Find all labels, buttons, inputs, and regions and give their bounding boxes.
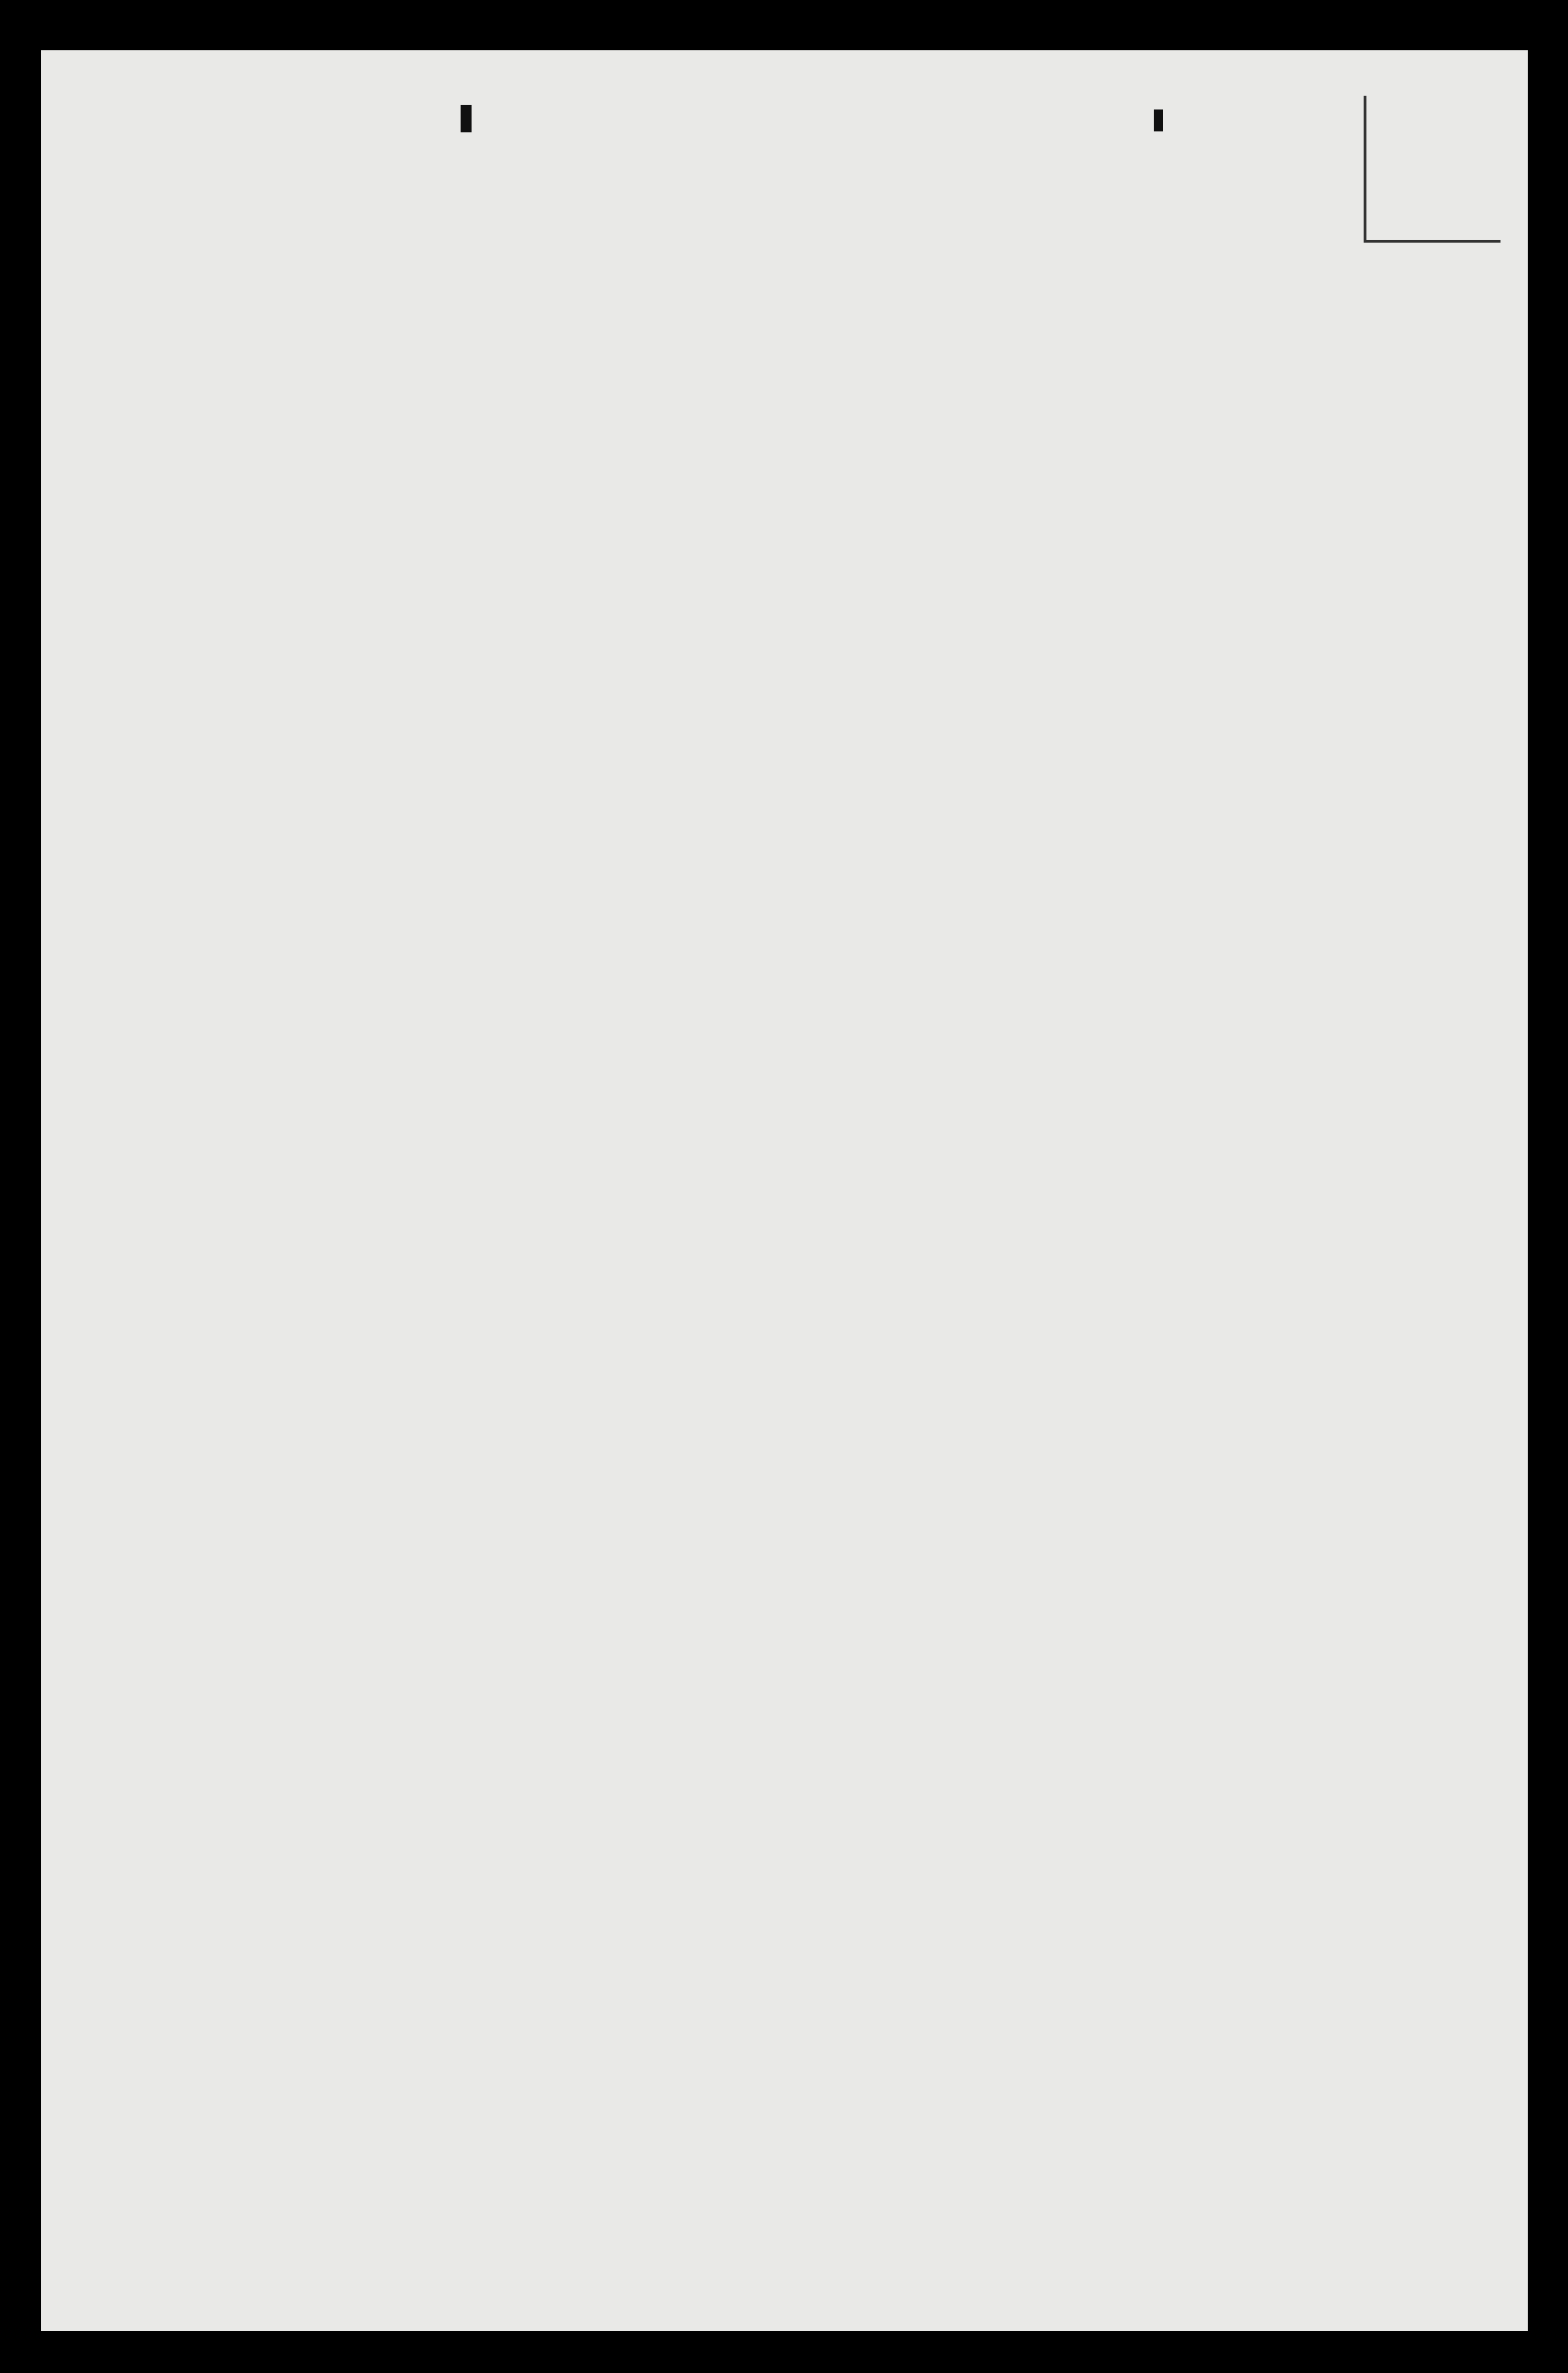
corner-mark-base: [1364, 240, 1501, 243]
manifest-sheet: [41, 50, 1528, 2331]
corner-mark: [1364, 96, 1366, 242]
punch-hole-mark: [461, 105, 472, 132]
punch-hole-mark: [1154, 109, 1163, 131]
